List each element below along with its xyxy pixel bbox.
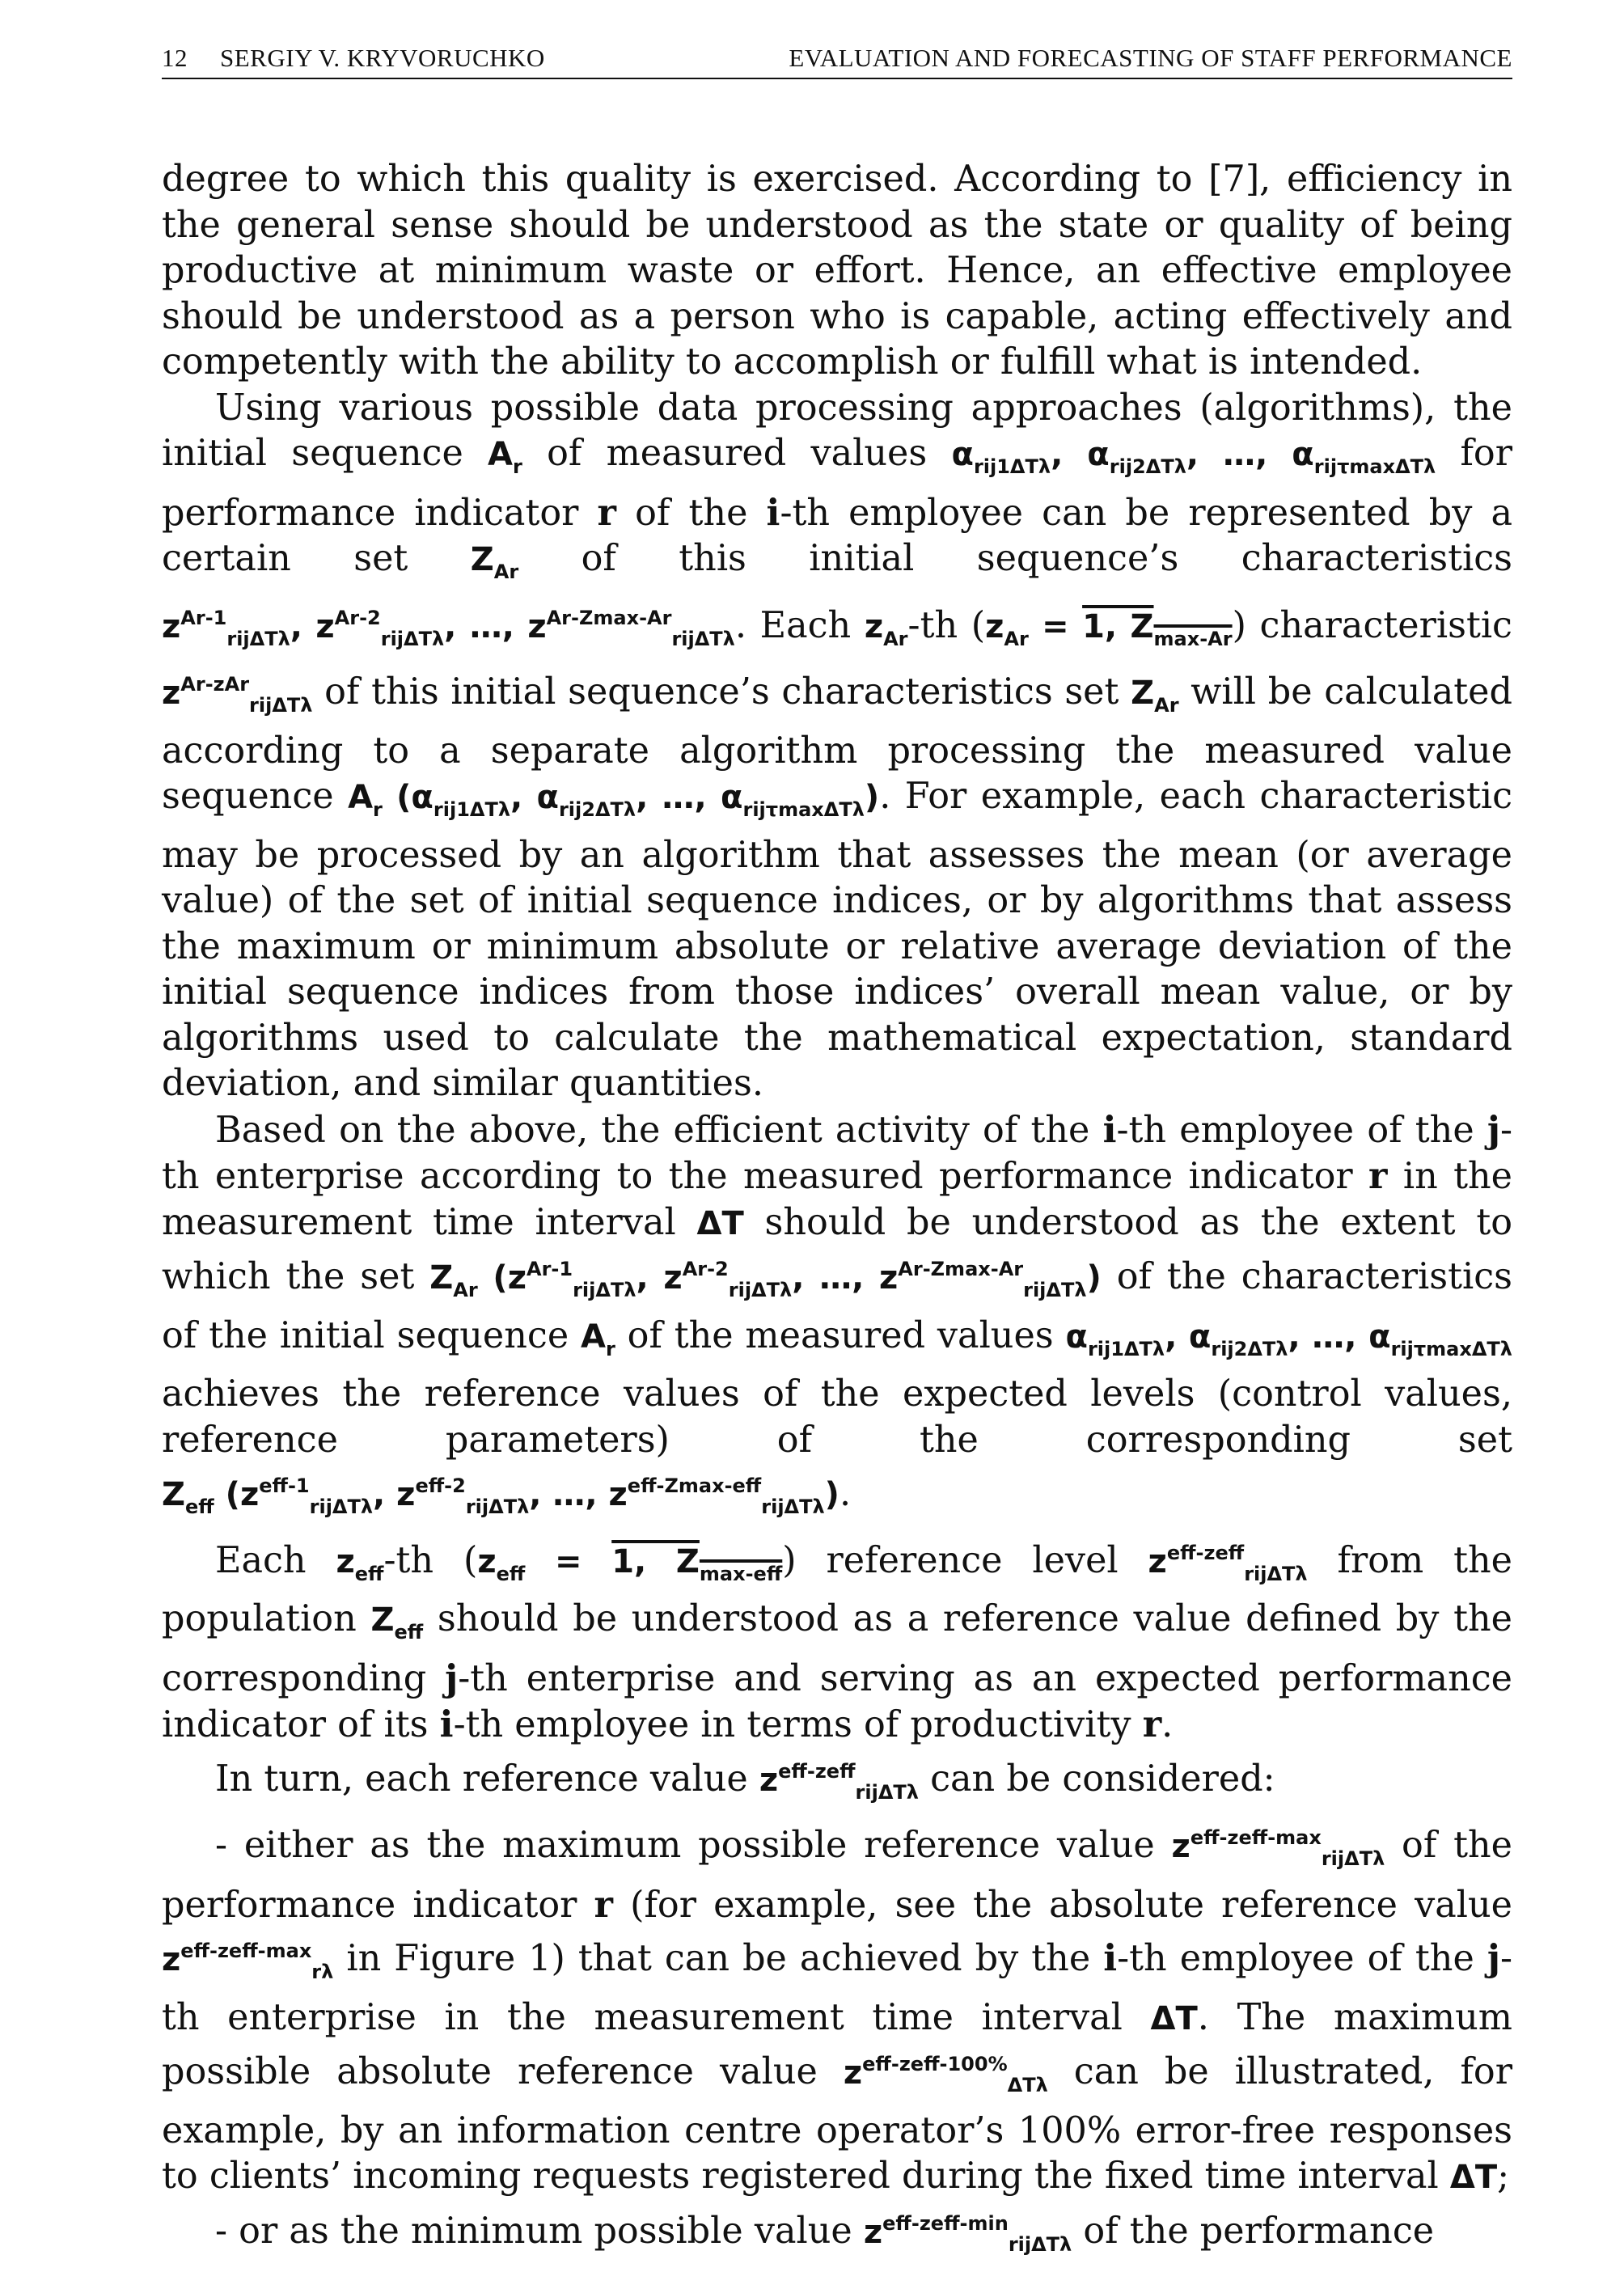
formula-Ar: $A_r$: [488, 436, 522, 478]
formula-z-characteristics: $z^{Ar-1}_{rij\Delta T\lambda}$, $z^{Ar-2}_{rij\Delta T\lambda}$, …, $z^{Ar-Zmax-Ar}_{rij\Delta T\lambda}$: [162, 606, 735, 650]
formula-z-eff-100: $z^{eff-zeff-100\%}_{\Delta T\lambda}$: [843, 2053, 1048, 2096]
page-number: 12: [162, 44, 188, 72]
paragraph-4: Each $z_{eff}-th$ ($z_{eff} = 1$, $Z_{max-eff}$) reference level $z^{eff-zeff}_{rij\Delta T\lambda}$ from the population $Z_{eff}$ should be understood as a reference value defined by the corresponding j-th enterprise and serving as an expected performance indicator of its i-th employee in terms of productivity r.: [162, 1539, 1513, 1745]
list-item-maximum: - either as the maximum possible reference value $z^{eff-zeff-max}_{rij\Delta T\lambda}$ of the performance indicator r (for example, see the absolute reference value $z^{eff-zeff-max}_{r\lambda}$ in Figure 1) that can be achieved by the i-th employee of the j-th enterprise in the measurement time interval ΔT. The maximum possible absolute reference value $z^{eff-zeff-100\%}_{\Delta T\lambda}$ can be illustrated, for example, by an information centre operator’s 100% error-free responses to clients’ incoming requests registered during the fixed time interval ΔT;: [162, 1825, 1512, 2197]
running-head-title: EVALUATION AND FORECASTING OF STAFF PERFORMANCE: [789, 44, 1512, 72]
formula-z-eff-ref: $z^{eff-zeff}_{rij\Delta T\lambda}$: [759, 1759, 919, 1804]
formula-delta-T-2: ΔT: [1150, 1999, 1198, 2037]
body-text: [162, 157, 1512, 2267]
running-header: [162, 40, 1512, 78]
formula-Z-Ar: $Z_{Ar}$: [470, 541, 519, 583]
formula-Ar-initial: $A_r$: [581, 1318, 615, 1360]
paragraph-3: Based on the above, the efficient activity of the i-th employee of the j-th enterprise according to the measured performance indicator r in the measurement time interval ΔT should be understood as the extent to which the set $Z_{Ar}$ ($z^{Ar-1}_{rij\Delta T\lambda}$, $z^{Ar-2}_{rij\Delta T\lambda}$, …, $z^{Ar-Zmax-Ar}_{rij\Delta T\lambda}$) of the characteristics of the initial sequence $A_r$ of the measured values $\alpha_{rij1\Delta T\lambda}$, $\alpha_{rij2\Delta T\lambda}$, …, $\alpha_{rij\tau max\Delta T\lambda}$ achieves the reference values of the expected levels (control values, reference parameters) of the corresponding set $Z_{eff}$ ($z^{eff-1}_{rij\Delta T\lambda}$, $z^{eff-2}_{rij\Delta T\lambda}$, …, $z^{eff-Zmax-eff}_{rij\Delta T\lambda}$).: [162, 1108, 1512, 1518]
formula-Z-eff: $Z_{eff}$: [370, 1601, 424, 1644]
formula-z-eff-min: $z^{eff-zeff-min}_{rij\Delta T\lambda}$: [863, 2211, 1072, 2256]
formula-Z-eff-set: $Z_{eff}$ ($z^{eff-1}_{rij\Delta T\lambda}$, $z^{eff-2}_{rij\Delta T\lambda}$, …, $z^{eff-Zmax-eff}_{rij\Delta T\lambda}$): [162, 1474, 839, 1518]
running-head-author: SERGIY V. KRYVORUCHKO: [220, 44, 545, 72]
formula-delta-T-3: ΔT: [1449, 2159, 1498, 2196]
paragraph-5: In turn, each reference value $z^{eff-zeff}_{rij\Delta T\lambda}$ can be considered:: [215, 1758, 1275, 1804]
formula-Ar-values: $A_r$ ($\alpha_{rij1\Delta T\lambda}$, $\alpha_{rij2\Delta T\lambda}$, …, $\alpha_{rij\tau max\Delta T\lambda}$): [348, 779, 880, 821]
formula-z-Ar-range: $z_{Ar} = 1$, $Z_{max-Ar}$: [985, 607, 1233, 650]
formula-z-eff-max: $z^{eff-zeff-max}_{rij\Delta T\lambda}$: [1171, 1826, 1385, 1870]
header-rule: [162, 78, 1512, 79]
formula-z-eff-level: $z^{eff-zeff}_{rij\Delta T\lambda}$: [1148, 1541, 1308, 1585]
paragraph-2: Using various possible data processing approaches (algorithms), the initial sequence $A_r$ of measured values $\alpha_{rij1\Delta T\lambda}$, $\alpha_{rij2\Delta T\lambda}$, …, $\alpha_{rij\tau max\Delta T\lambda}$ for performance indicator r of the i-th employee can be represented by a certain set $Z_{Ar}$ of this initial sequence’s characteristics $z^{Ar-1}_{rij\Delta T\lambda}$, $z^{Ar-2}_{rij\Delta T\lambda}$, …, $z^{Ar-Zmax-Ar}_{rij\Delta T\lambda}$. Each $z_{Ar}-th$ ($z_{Ar} = 1$, $Z_{max-Ar}$) characteristic $z^{Ar-zAr}_{rij\Delta T\lambda}$ of this initial sequence’s characteristics set $Z_{Ar}$ will be calculated according to a separate algorithm processing the measured value sequence $A_r$ ($\alpha_{rij1\Delta T\lambda}$, $\alpha_{rij2\Delta T\lambda}$, …, $\alpha_{rij\tau max\Delta T\lambda}$). For example, each characteristic may be processed by an algorithm that assesses the mean (or average value) of the set of initial sequence indices, or by algorithms that assess the maximum or minimum absolute or relative average deviation of the initial sequence indices from those indices’ overall mean value, or by algorithms used to calculate the mathematical expectation, standard deviation, and similar quantities.: [162, 387, 1512, 1104]
formula-z-r-lambda-max: $z^{eff-zeff-max}_{r\lambda}$: [162, 1940, 334, 1983]
formula-alpha-values: $\alpha_{rij1\Delta T\lambda}$, $\alpha_{rij2\Delta T\lambda}$, …, $\alpha_{rij\tau max\Delta T\lambda}$: [1065, 1318, 1512, 1360]
formula-z-eff-range: $z_{eff} = 1$, $Z_{max-eff}$: [477, 1542, 783, 1585]
formula-alpha-sequence: $\alpha_{rij1\Delta T\lambda}$, $\alpha_{rij2\Delta T\lambda}$, …, $\alpha_{rij\tau max\Delta T\lambda}$: [951, 436, 1436, 478]
list-item-minimum: - or as the minimum possible value $z^{eff-zeff-min}_{rij\Delta T\lambda}$ of the performance: [215, 2210, 1435, 2256]
formula-Z-Ar-full: $Z_{Ar}$ ($z^{Ar-1}_{rij\Delta T\lambda}$, $z^{Ar-2}_{rij\Delta T\lambda}$, …, $z^{Ar-Zmax-Ar}_{rij\Delta T\lambda}$): [429, 1258, 1102, 1301]
formula-z-eff: $z_{eff}$: [336, 1542, 384, 1585]
formula-delta-T: ΔT: [696, 1204, 744, 1242]
formula-z-Ar: $z_{Ar}$: [864, 607, 908, 650]
paragraph-1: degree to which this quality is exercised. According to [7], efficiency in the general sense should be understood as the state or quality of being productive at minimum waste or effort. Hence, an effective employee should be understood as a person who is capable, acting effectively and competently with the ability to accomplish or fulfill what is intended.: [162, 159, 1512, 383]
formula-Z-Ar-set: $Z_{Ar}$: [1131, 675, 1179, 717]
formula-z-characteristic: $z^{Ar-zAr}_{rij\Delta T\lambda}$: [162, 673, 313, 717]
